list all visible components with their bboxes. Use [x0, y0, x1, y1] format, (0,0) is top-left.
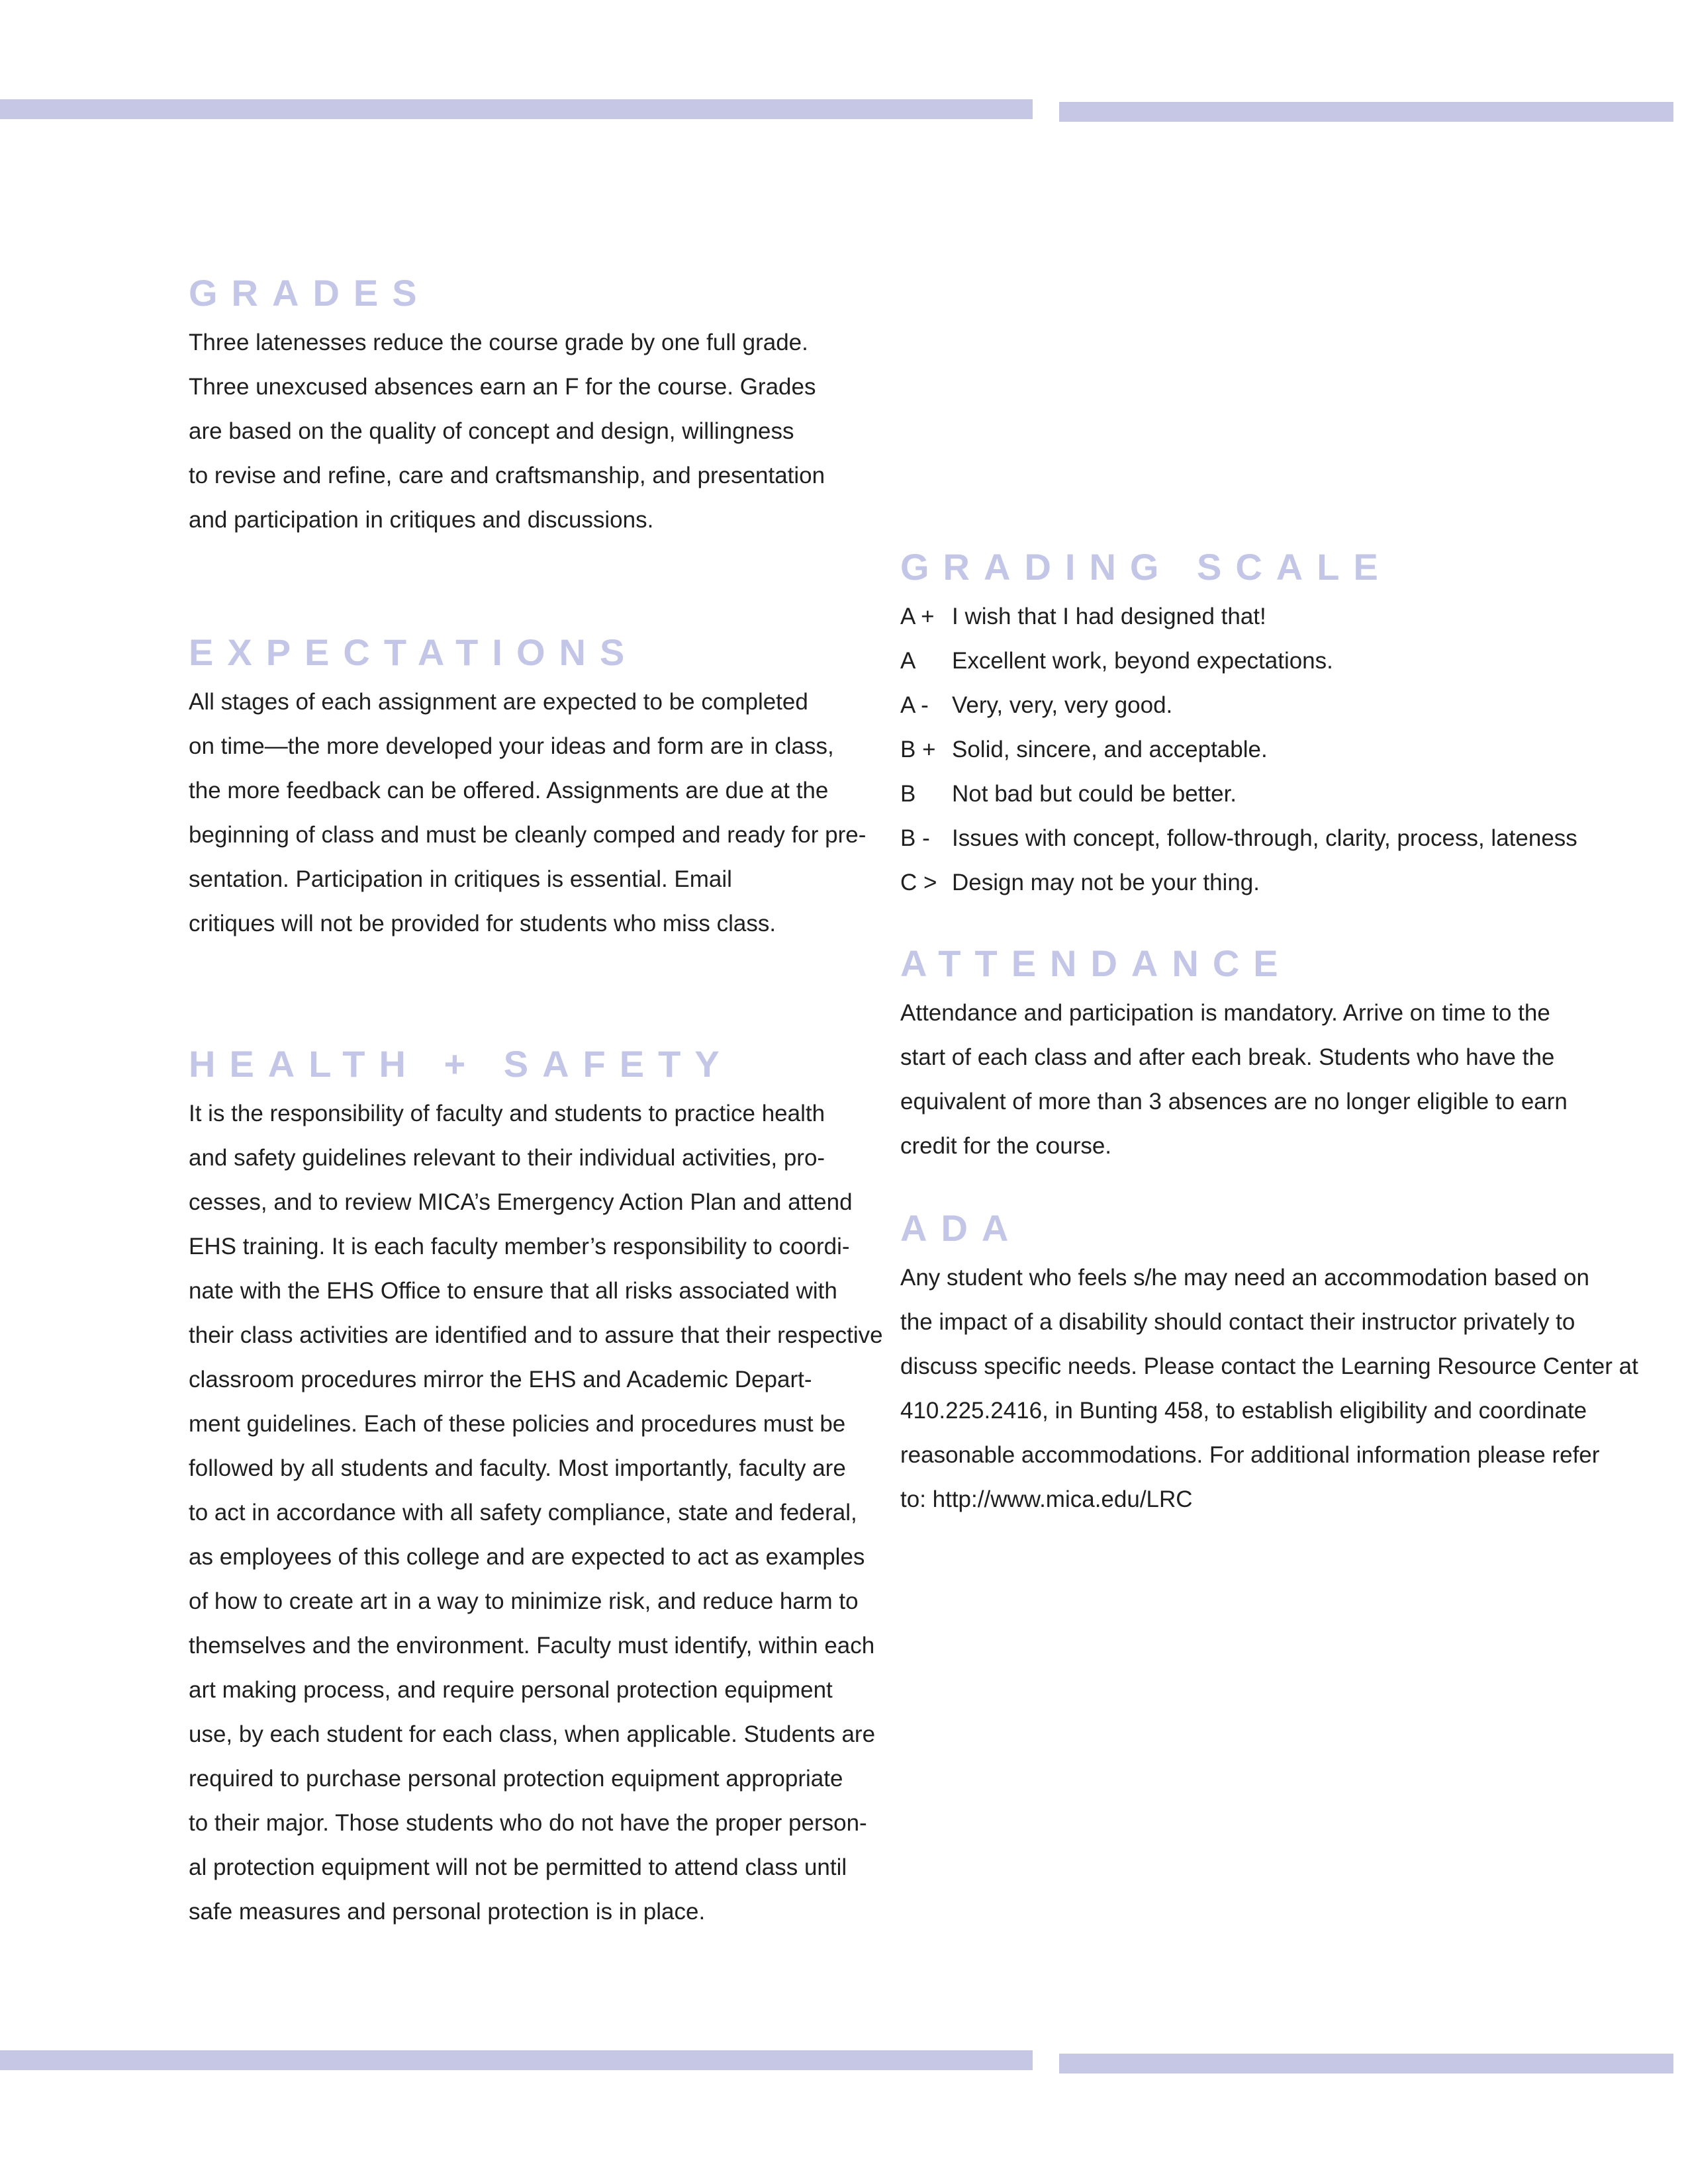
- grades-line: and participation in critiques and discussions.: [189, 507, 654, 533]
- health-safety-heading: HEALTH + SAFETY: [189, 1043, 733, 1085]
- attendance-line: equivalent of more than 3 absences are no longer eligible to earn: [900, 1089, 1568, 1115]
- grading-scale-row: [900, 727, 1577, 772]
- grade-description: Not bad but could be better.: [952, 781, 1237, 807]
- bottom-rule-left: [0, 2050, 1033, 2070]
- health-safety-line: followed by all students and faculty. Most importantly, faculty are: [189, 1455, 846, 1481]
- health-safety-line: al protection equipment will not be permitted to attend class until: [189, 1854, 847, 1880]
- grading-scale-row: [900, 860, 1577, 905]
- grade-letter: A: [900, 648, 916, 674]
- ada-line: 410.225.2416, in Bunting 458, to establish eligibility and coordinate: [900, 1398, 1587, 1424]
- expectations-heading: EXPECTATIONS: [189, 631, 639, 673]
- health-safety-line: safe measures and personal protection is in place.: [189, 1899, 706, 1925]
- health-safety-line: EHS training. It is each faculty member’s responsibility to coordi-: [189, 1234, 850, 1259]
- grades-line: Three unexcused absences earn an F for the course. Grades: [189, 374, 816, 400]
- grade-letter: B -: [900, 825, 930, 851]
- attendance-section: [900, 940, 1568, 1168]
- bottom-rule-right: [1059, 2054, 1673, 2073]
- top-rule-right: [1059, 102, 1673, 122]
- health-safety-section: [189, 1041, 883, 1934]
- health-safety-line: to act in accordance with all safety compliance, state and federal,: [189, 1500, 857, 1525]
- ada-line: to: http://www.mica.edu/LRC: [900, 1486, 1193, 1512]
- health-safety-line: art making process, and require personal protection equipment: [189, 1677, 833, 1703]
- attendance-heading: ATTENDANCE: [900, 942, 1292, 984]
- grading-scale-row: [900, 594, 1577, 639]
- expectations-line: All stages of each assignment are expected to be completed: [189, 689, 808, 715]
- grade-letter: A +: [900, 604, 935, 629]
- expectations-line: the more feedback can be offered. Assignments are due at the: [189, 778, 829, 803]
- health-safety-line: It is the responsibility of faculty and students to practice health: [189, 1101, 825, 1126]
- expectations-line: beginning of class and must be cleanly comped and ready for pre-: [189, 822, 867, 848]
- grade-description: Issues with concept, follow-through, clarity, process, lateness: [952, 825, 1577, 851]
- health-safety-body: [189, 1091, 883, 1934]
- grades-line: to revise and refine, care and craftsmanship, and presentation: [189, 463, 825, 488]
- expectations-line: sentation. Participation in critiques is essential. Email: [189, 866, 732, 892]
- grade-letter: B +: [900, 737, 936, 762]
- grade-description: I wish that I had designed that!: [952, 604, 1266, 629]
- grading-scale-heading: GRADING SCALE: [900, 546, 1392, 588]
- grading-scale-row: [900, 683, 1577, 727]
- health-safety-line: themselves and the environment. Faculty must identify, within each: [189, 1633, 875, 1659]
- grade-description: Very, very, very good.: [952, 692, 1173, 718]
- grade-description: Solid, sincere, and acceptable.: [952, 737, 1268, 762]
- expectations-line: on time—the more developed your ideas and form are in class,: [189, 733, 834, 759]
- grade-description: Excellent work, beyond expectations.: [952, 648, 1333, 674]
- health-safety-line: classroom procedures mirror the EHS and Academic Depart-: [189, 1367, 812, 1392]
- attendance-body: [900, 991, 1568, 1168]
- top-rule-left: [0, 99, 1033, 119]
- health-safety-line: of how to create art in a way to minimize risk, and reduce harm to: [189, 1588, 859, 1614]
- expectations-line: critiques will not be provided for students who miss class.: [189, 911, 776, 936]
- grading-scale-row: [900, 639, 1577, 683]
- ada-line: discuss specific needs. Please contact the Learning Resource Center at: [900, 1353, 1638, 1379]
- grading-scale-row: [900, 772, 1577, 816]
- ada-line: the impact of a disability should contact their instructor privately to: [900, 1309, 1575, 1335]
- health-safety-line: required to purchase personal protection equipment appropriate: [189, 1766, 843, 1792]
- grade-letter: B: [900, 781, 916, 807]
- grades-section: [189, 270, 825, 542]
- health-safety-line: to their major. Those students who do not have the proper person-: [189, 1810, 867, 1836]
- ada-line: Any student who feels s/he may need an accommodation based on: [900, 1265, 1589, 1291]
- grades-line: Three latenesses reduce the course grade by one full grade.: [189, 330, 808, 355]
- ada-body: [900, 1255, 1638, 1522]
- health-safety-line: use, by each student for each class, when applicable. Students are: [189, 1721, 876, 1747]
- grade-letter: C >: [900, 870, 937, 895]
- grading-scale-list: [900, 594, 1577, 905]
- ada-line: reasonable accommodations. For additional information please refer: [900, 1442, 1600, 1468]
- expectations-body: [189, 680, 866, 946]
- attendance-line: credit for the course.: [900, 1133, 1112, 1159]
- ada-heading: ADA: [900, 1207, 1023, 1249]
- attendance-line: start of each class and after each break. Students who have the: [900, 1044, 1555, 1070]
- health-safety-line: cesses, and to review MICA’s Emergency Action Plan and attend: [189, 1189, 853, 1215]
- health-safety-line: nate with the EHS Office to ensure that all risks associated with: [189, 1278, 837, 1304]
- attendance-line: Attendance and participation is mandatory. Arrive on time to the: [900, 1000, 1550, 1026]
- health-safety-line: as employees of this college and are expected to act as examples: [189, 1544, 865, 1570]
- health-safety-line: their class activities are identified and to assure that their respective: [189, 1322, 883, 1348]
- grades-heading: GRADES: [189, 272, 431, 314]
- grades-line: are based on the quality of concept and design, willingness: [189, 418, 794, 444]
- ada-section: [900, 1205, 1638, 1522]
- grade-description: Design may not be your thing.: [952, 870, 1260, 895]
- grading-scale-section: [900, 544, 1577, 905]
- health-safety-line: ment guidelines. Each of these policies and procedures must be: [189, 1411, 846, 1437]
- grading-scale-row: [900, 816, 1577, 860]
- expectations-section: [189, 629, 866, 946]
- grades-body: [189, 320, 825, 542]
- health-safety-line: and safety guidelines relevant to their individual activities, pro-: [189, 1145, 825, 1171]
- grade-letter: A -: [900, 692, 929, 718]
